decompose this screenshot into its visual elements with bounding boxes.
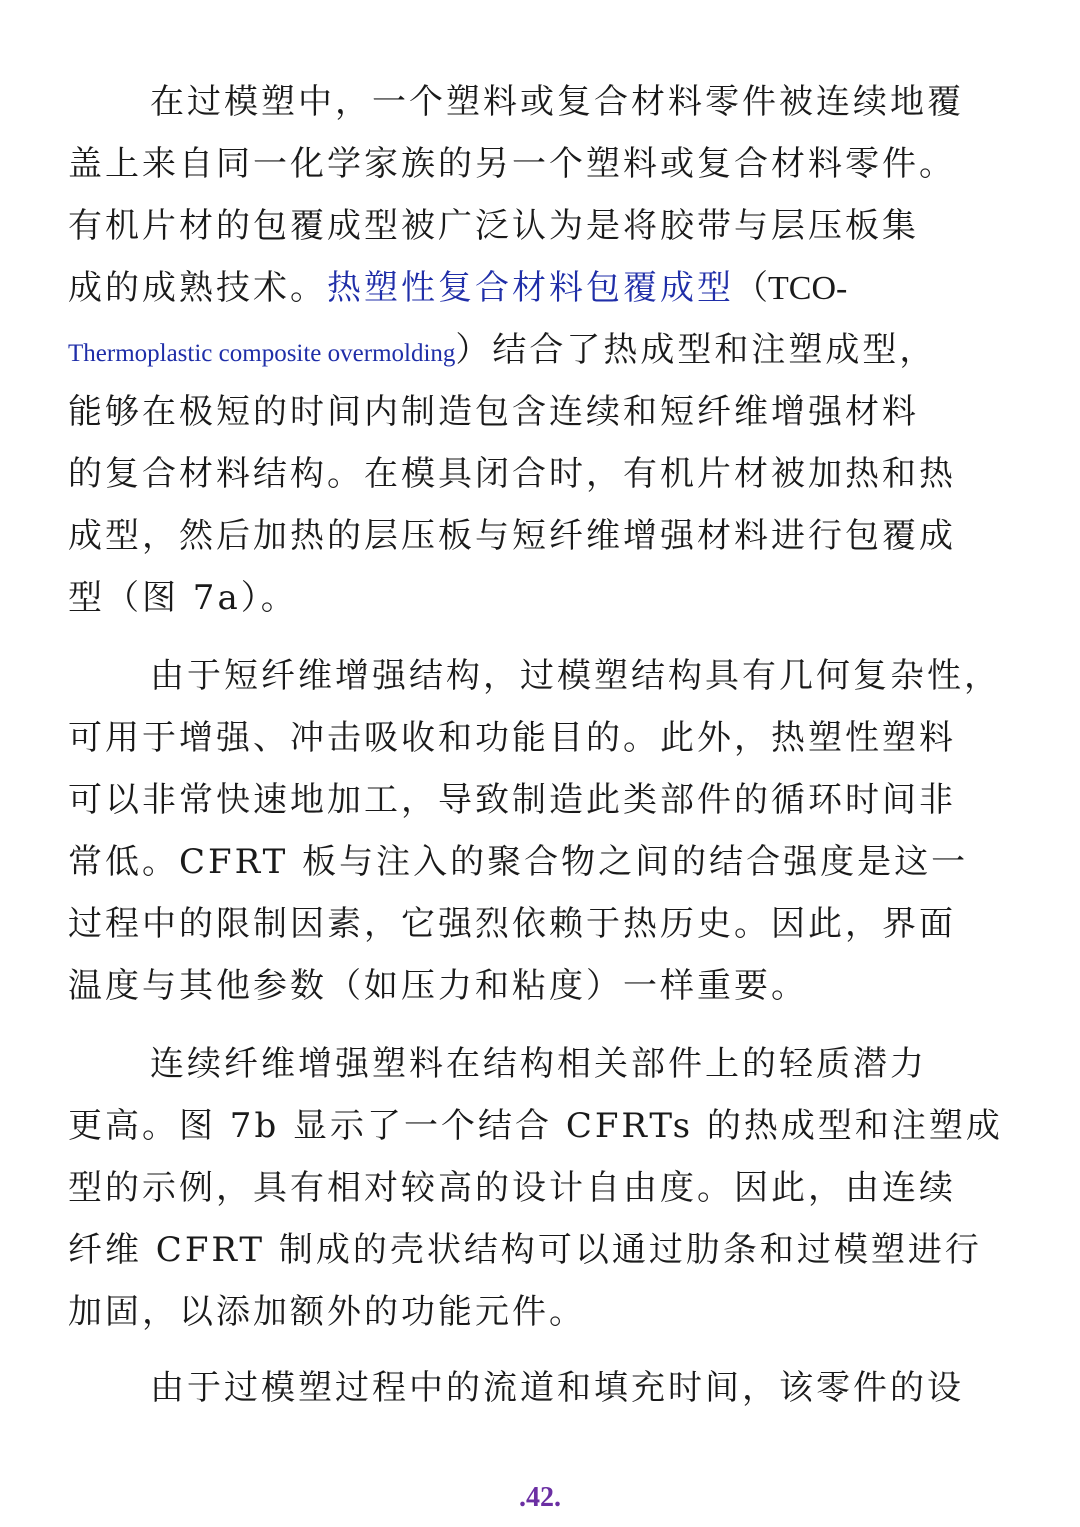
paragraph-3-line-4: 纤维 CFRT 制成的壳状结构可以通过肋条和过模塑进行 (68, 1230, 982, 1270)
paragraph-3-line-1: 连续纤维增强塑料在结构相关部件上的轻质潜力 (150, 1044, 927, 1084)
paragraph-1-line-3: 有机片材的包覆成型被广泛认为是将胶带与层压板集 (68, 206, 919, 246)
paragraph-3-line-3: 型的示例，具有相对较高的设计自由度。因此，由连续 (68, 1168, 956, 1208)
line-text-suffix: （TCO- (734, 270, 848, 307)
paragraph-1-line-7: 的复合材料结构。在模具闭合时，有机片材被加热和热 (68, 454, 956, 494)
paragraph-1-line-4 (68, 266, 847, 311)
paragraph-1-line-2: 盖上来自同一化学家族的另一个塑料或复合材料零件。 (68, 144, 956, 184)
paragraph-3-line-2: 更高。图 7b 显示了一个结合 CFRTs 的热成型和注塑成 (68, 1106, 1003, 1146)
paragraph-1-line-6: 能够在极短的时间内制造包含连续和短纤维增强材料 (68, 392, 919, 432)
paragraph-2-line-5: 过程中的限制因素，它强烈依赖于热历史。因此，界面 (68, 904, 956, 944)
paragraph-2-line-1: 由于短纤维增强结构，过模塑结构具有几何复杂性， (150, 656, 1001, 696)
paragraph-2-line-6: 温度与其他参数（如压力和粘度）一样重要。 (68, 966, 808, 1006)
paragraph-4-line-1: 由于过模塑过程中的流道和填充时间，该零件的设 (150, 1368, 964, 1408)
page-number: .42. (519, 1482, 561, 1513)
paragraph-3-line-5: 加固，以添加额外的功能元件。 (68, 1292, 586, 1332)
paragraph-1-line-5 (68, 328, 936, 376)
english-term: Thermoplastic composite overmolding (68, 340, 456, 367)
paragraph-2-line-4: 常低。CFRT 板与注入的聚合物之间的结合强度是这一 (68, 842, 969, 882)
paragraph-1-line-9: 型（图 7a）。 (68, 578, 298, 618)
paragraph-2-line-2: 可用于增强、冲击吸收和功能目的。此外，热塑性塑料 (68, 718, 956, 758)
paragraph-2-line-3: 可以非常快速地加工，导致制造此类部件的循环时间非 (68, 780, 956, 820)
paragraph-1-line-8: 成型，然后加热的层压板与短纤维增强材料进行包覆成 (68, 516, 956, 556)
line-text-suffix: ）结合了热成型和注塑成型， (455, 330, 937, 370)
highlighted-term: 热塑性复合材料包覆成型 (327, 268, 734, 308)
line-text-prefix: 成的成熟技术。 (68, 268, 327, 308)
paragraph-1-line-1: 在过模塑中，一个塑料或复合材料零件被连续地覆 (150, 82, 964, 122)
